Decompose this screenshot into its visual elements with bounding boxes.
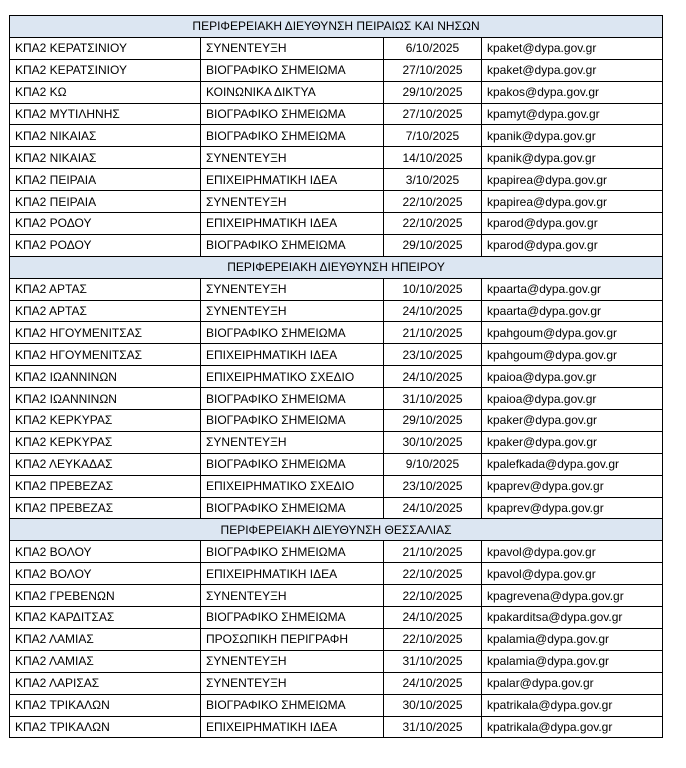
table-row <box>10 169 663 191</box>
office-cell: ΚΠΑ2 ΙΩΑΝΝΙΝΩΝ <box>10 388 201 410</box>
date-cell: 31/10/2025 <box>384 650 482 672</box>
email-cell: kpamyt@dypa.gov.gr <box>482 103 663 125</box>
email-cell: kpanik@dypa.gov.gr <box>482 125 663 147</box>
office-cell: ΚΠΑ2 ΚΑΡΔΙΤΣΑΣ <box>10 607 201 629</box>
date-cell: 29/10/2025 <box>384 81 482 103</box>
topic-cell: ΕΠΙΧΕΙΡΗΜΑΤΙΚΗ ΙΔΕΑ <box>201 563 384 585</box>
date-cell: 14/10/2025 <box>384 147 482 169</box>
office-cell: ΚΠΑ2 ΠΡΕΒΕΖΑΣ <box>10 497 201 519</box>
email-cell: kpahgoum@dypa.gov.gr <box>482 322 663 344</box>
office-cell: ΚΠΑ2 ΒΟΛΟΥ <box>10 541 201 563</box>
topic-cell: ΣΥΝΕΝΤΕΥΞΗ <box>201 147 384 169</box>
section-title: ΠΕΡΙΦΕΡΕΙΑΚΗ ΔΙΕΥΘΥΝΣΗ ΠΕΙΡΑΙΩΣ ΚΑΙ ΝΗΣΩΝ <box>10 16 663 38</box>
topic-cell: ΠΡΟΣΩΠΙΚΗ ΠΕΡΙΓΡΑΦΗ <box>201 628 384 650</box>
office-cell: ΚΠΑ2 ΚΩ <box>10 81 201 103</box>
section-header-row <box>10 256 663 278</box>
email-cell: kpaarta@dypa.gov.gr <box>482 278 663 300</box>
topic-cell: ΒΙΟΓΡΑΦΙΚΟ ΣΗΜΕΙΩΜΑ <box>201 453 384 475</box>
office-cell: ΚΠΑ2 ΝΙΚΑΙΑΣ <box>10 125 201 147</box>
topic-cell: ΣΥΝΕΝΤΕΥΞΗ <box>201 37 384 59</box>
office-cell: ΚΠΑ2 ΠΡΕΒΕΖΑΣ <box>10 475 201 497</box>
topic-cell: ΒΙΟΓΡΑΦΙΚΟ ΣΗΜΕΙΩΜΑ <box>201 497 384 519</box>
table-row <box>10 103 663 125</box>
topic-cell: ΕΠΙΧΕΙΡΗΜΑΤΙΚΗ ΙΔΕΑ <box>201 213 384 235</box>
date-cell: 30/10/2025 <box>384 431 482 453</box>
office-cell: ΚΠΑ2 ΗΓΟΥΜΕΝΙΤΣΑΣ <box>10 344 201 366</box>
office-cell: ΚΠΑ2 ΛΑΜΙΑΣ <box>10 628 201 650</box>
email-cell: kpaker@dypa.gov.gr <box>482 410 663 432</box>
table-row <box>10 650 663 672</box>
table-row <box>10 672 663 694</box>
date-cell: 22/10/2025 <box>384 191 482 213</box>
table-row <box>10 607 663 629</box>
date-cell: 27/10/2025 <box>384 103 482 125</box>
date-cell: 3/10/2025 <box>384 169 482 191</box>
table-row <box>10 410 663 432</box>
table-row <box>10 59 663 81</box>
email-cell: kpaioa@dypa.gov.gr <box>482 388 663 410</box>
email-cell: kpavol@dypa.gov.gr <box>482 541 663 563</box>
section-title: ΠΕΡΙΦΕΡΕΙΑΚΗ ΔΙΕΥΘΥΝΣΗ ΘΕΣΣΑΛΙΑΣ <box>10 519 663 541</box>
topic-cell: ΚΟΙΝΩΝΙΚΑ ΔΙΚΤΥΑ <box>201 81 384 103</box>
topic-cell: ΕΠΙΧΕΙΡΗΜΑΤΙΚΟ ΣΧΕΔΙΟ <box>201 475 384 497</box>
schedule-table <box>9 15 663 738</box>
email-cell: kparod@dypa.gov.gr <box>482 234 663 256</box>
email-cell: kpanik@dypa.gov.gr <box>482 147 663 169</box>
topic-cell: ΒΙΟΓΡΑΦΙΚΟ ΣΗΜΕΙΩΜΑ <box>201 125 384 147</box>
topic-cell: ΒΙΟΓΡΑΦΙΚΟ ΣΗΜΕΙΩΜΑ <box>201 59 384 81</box>
topic-cell: ΒΙΟΓΡΑΦΙΚΟ ΣΗΜΕΙΩΜΑ <box>201 410 384 432</box>
table-row <box>10 278 663 300</box>
date-cell: 30/10/2025 <box>384 694 482 716</box>
email-cell: kpatrikala@dypa.gov.gr <box>482 694 663 716</box>
office-cell: ΚΠΑ2 ΚΕΡΑΤΣΙΝΙΟΥ <box>10 37 201 59</box>
date-cell: 7/10/2025 <box>384 125 482 147</box>
table-row <box>10 388 663 410</box>
table-row <box>10 716 663 738</box>
section-header-row <box>10 519 663 541</box>
topic-cell: ΒΙΟΓΡΑΦΙΚΟ ΣΗΜΕΙΩΜΑ <box>201 694 384 716</box>
email-cell: kpaker@dypa.gov.gr <box>482 431 663 453</box>
topic-cell: ΣΥΝΕΝΤΕΥΞΗ <box>201 278 384 300</box>
table-row <box>10 431 663 453</box>
email-cell: kpaprev@dypa.gov.gr <box>482 475 663 497</box>
table-row <box>10 475 663 497</box>
email-cell: kpakos@dypa.gov.gr <box>482 81 663 103</box>
topic-cell: ΒΙΟΓΡΑΦΙΚΟ ΣΗΜΕΙΩΜΑ <box>201 541 384 563</box>
topic-cell: ΕΠΙΧΕΙΡΗΜΑΤΙΚΗ ΙΔΕΑ <box>201 169 384 191</box>
office-cell: ΚΠΑ2 ΑΡΤΑΣ <box>10 278 201 300</box>
email-cell: kpaprev@dypa.gov.gr <box>482 497 663 519</box>
email-cell: kpagrevena@dypa.gov.gr <box>482 585 663 607</box>
table-row <box>10 585 663 607</box>
date-cell: 29/10/2025 <box>384 234 482 256</box>
email-cell: kpalamia@dypa.gov.gr <box>482 628 663 650</box>
email-cell: kpalefkada@dypa.gov.gr <box>482 453 663 475</box>
date-cell: 31/10/2025 <box>384 388 482 410</box>
email-cell: kpapirea@dypa.gov.gr <box>482 169 663 191</box>
table-row <box>10 694 663 716</box>
office-cell: ΚΠΑ2 ΛΑΜΙΑΣ <box>10 650 201 672</box>
date-cell: 23/10/2025 <box>384 475 482 497</box>
office-cell: ΚΠΑ2 ΗΓΟΥΜΕΝΙΤΣΑΣ <box>10 322 201 344</box>
topic-cell: ΣΥΝΕΝΤΕΥΞΗ <box>201 650 384 672</box>
table-row <box>10 628 663 650</box>
table-row <box>10 37 663 59</box>
table-row <box>10 366 663 388</box>
topic-cell: ΣΥΝΕΝΤΕΥΞΗ <box>201 191 384 213</box>
date-cell: 22/10/2025 <box>384 585 482 607</box>
office-cell: ΚΠΑ2 ΤΡΙΚΑΛΩΝ <box>10 716 201 738</box>
date-cell: 10/10/2025 <box>384 278 482 300</box>
date-cell: 24/10/2025 <box>384 672 482 694</box>
email-cell: kpaket@dypa.gov.gr <box>482 59 663 81</box>
office-cell: ΚΠΑ2 ΜΥΤΙΛΗΝΗΣ <box>10 103 201 125</box>
email-cell: kpahgoum@dypa.gov.gr <box>482 344 663 366</box>
date-cell: 23/10/2025 <box>384 344 482 366</box>
office-cell: ΚΠΑ2 ΠΕΙΡΑΙΑ <box>10 191 201 213</box>
office-cell: ΚΠΑ2 ΚΕΡΑΤΣΙΝΙΟΥ <box>10 59 201 81</box>
table-row <box>10 147 663 169</box>
topic-cell: ΕΠΙΧΕΙΡΗΜΑΤΙΚΗ ΙΔΕΑ <box>201 716 384 738</box>
section-header-row <box>10 16 663 38</box>
schedule-table-body <box>10 16 663 738</box>
email-cell: kpaket@dypa.gov.gr <box>482 37 663 59</box>
table-row <box>10 344 663 366</box>
email-cell: kpakarditsa@dypa.gov.gr <box>482 607 663 629</box>
table-row <box>10 453 663 475</box>
table-row <box>10 563 663 585</box>
office-cell: ΚΠΑ2 ΑΡΤΑΣ <box>10 300 201 322</box>
topic-cell: ΒΙΟΓΡΑΦΙΚΟ ΣΗΜΕΙΩΜΑ <box>201 103 384 125</box>
table-row <box>10 191 663 213</box>
date-cell: 24/10/2025 <box>384 497 482 519</box>
topic-cell: ΕΠΙΧΕΙΡΗΜΑΤΙΚΟ ΣΧΕΔΙΟ <box>201 366 384 388</box>
email-cell: kparod@dypa.gov.gr <box>482 213 663 235</box>
topic-cell: ΕΠΙΧΕΙΡΗΜΑΤΙΚΗ ΙΔΕΑ <box>201 344 384 366</box>
office-cell: ΚΠΑ2 ΒΟΛΟΥ <box>10 563 201 585</box>
date-cell: 31/10/2025 <box>384 716 482 738</box>
topic-cell: ΣΥΝΕΝΤΕΥΞΗ <box>201 672 384 694</box>
office-cell: ΚΠΑ2 ΚΕΡΚΥΡΑΣ <box>10 431 201 453</box>
table-row <box>10 322 663 344</box>
topic-cell: ΣΥΝΕΝΤΕΥΞΗ <box>201 431 384 453</box>
email-cell: kpalamia@dypa.gov.gr <box>482 650 663 672</box>
email-cell: kpaarta@dypa.gov.gr <box>482 300 663 322</box>
schedule-sheet <box>9 15 662 738</box>
email-cell: kpapirea@dypa.gov.gr <box>482 191 663 213</box>
date-cell: 29/10/2025 <box>384 410 482 432</box>
date-cell: 24/10/2025 <box>384 300 482 322</box>
date-cell: 27/10/2025 <box>384 59 482 81</box>
table-row <box>10 81 663 103</box>
office-cell: ΚΠΑ2 ΓΡΕΒΕΝΩΝ <box>10 585 201 607</box>
section-title: ΠΕΡΙΦΕΡΕΙΑΚΗ ΔΙΕΥΘΥΝΣΗ ΗΠΕΙΡΟΥ <box>10 256 663 278</box>
email-cell: kpaioa@dypa.gov.gr <box>482 366 663 388</box>
office-cell: ΚΠΑ2 ΙΩΑΝΝΙΝΩΝ <box>10 366 201 388</box>
date-cell: 24/10/2025 <box>384 607 482 629</box>
office-cell: ΚΠΑ2 ΛΕΥΚΑΔΑΣ <box>10 453 201 475</box>
office-cell: ΚΠΑ2 ΚΕΡΚΥΡΑΣ <box>10 410 201 432</box>
table-row <box>10 234 663 256</box>
table-row <box>10 213 663 235</box>
office-cell: ΚΠΑ2 ΡΟΔΟΥ <box>10 234 201 256</box>
topic-cell: ΣΥΝΕΝΤΕΥΞΗ <box>201 585 384 607</box>
date-cell: 9/10/2025 <box>384 453 482 475</box>
office-cell: ΚΠΑ2 ΛΑΡΙΣΑΣ <box>10 672 201 694</box>
email-cell: kpavol@dypa.gov.gr <box>482 563 663 585</box>
date-cell: 21/10/2025 <box>384 322 482 344</box>
table-row <box>10 125 663 147</box>
email-cell: kpatrikala@dypa.gov.gr <box>482 716 663 738</box>
date-cell: 6/10/2025 <box>384 37 482 59</box>
office-cell: ΚΠΑ2 ΤΡΙΚΑΛΩΝ <box>10 694 201 716</box>
topic-cell: ΒΙΟΓΡΑΦΙΚΟ ΣΗΜΕΙΩΜΑ <box>201 607 384 629</box>
office-cell: ΚΠΑ2 ΝΙΚΑΙΑΣ <box>10 147 201 169</box>
table-row <box>10 541 663 563</box>
topic-cell: ΒΙΟΓΡΑΦΙΚΟ ΣΗΜΕΙΩΜΑ <box>201 234 384 256</box>
table-row <box>10 300 663 322</box>
topic-cell: ΣΥΝΕΝΤΕΥΞΗ <box>201 300 384 322</box>
date-cell: 22/10/2025 <box>384 563 482 585</box>
date-cell: 22/10/2025 <box>384 213 482 235</box>
office-cell: ΚΠΑ2 ΡΟΔΟΥ <box>10 213 201 235</box>
office-cell: ΚΠΑ2 ΠΕΙΡΑΙΑ <box>10 169 201 191</box>
topic-cell: ΒΙΟΓΡΑΦΙΚΟ ΣΗΜΕΙΩΜΑ <box>201 388 384 410</box>
email-cell: kpalar@dypa.gov.gr <box>482 672 663 694</box>
date-cell: 24/10/2025 <box>384 366 482 388</box>
date-cell: 21/10/2025 <box>384 541 482 563</box>
topic-cell: ΒΙΟΓΡΑΦΙΚΟ ΣΗΜΕΙΩΜΑ <box>201 322 384 344</box>
date-cell: 22/10/2025 <box>384 628 482 650</box>
table-row <box>10 497 663 519</box>
